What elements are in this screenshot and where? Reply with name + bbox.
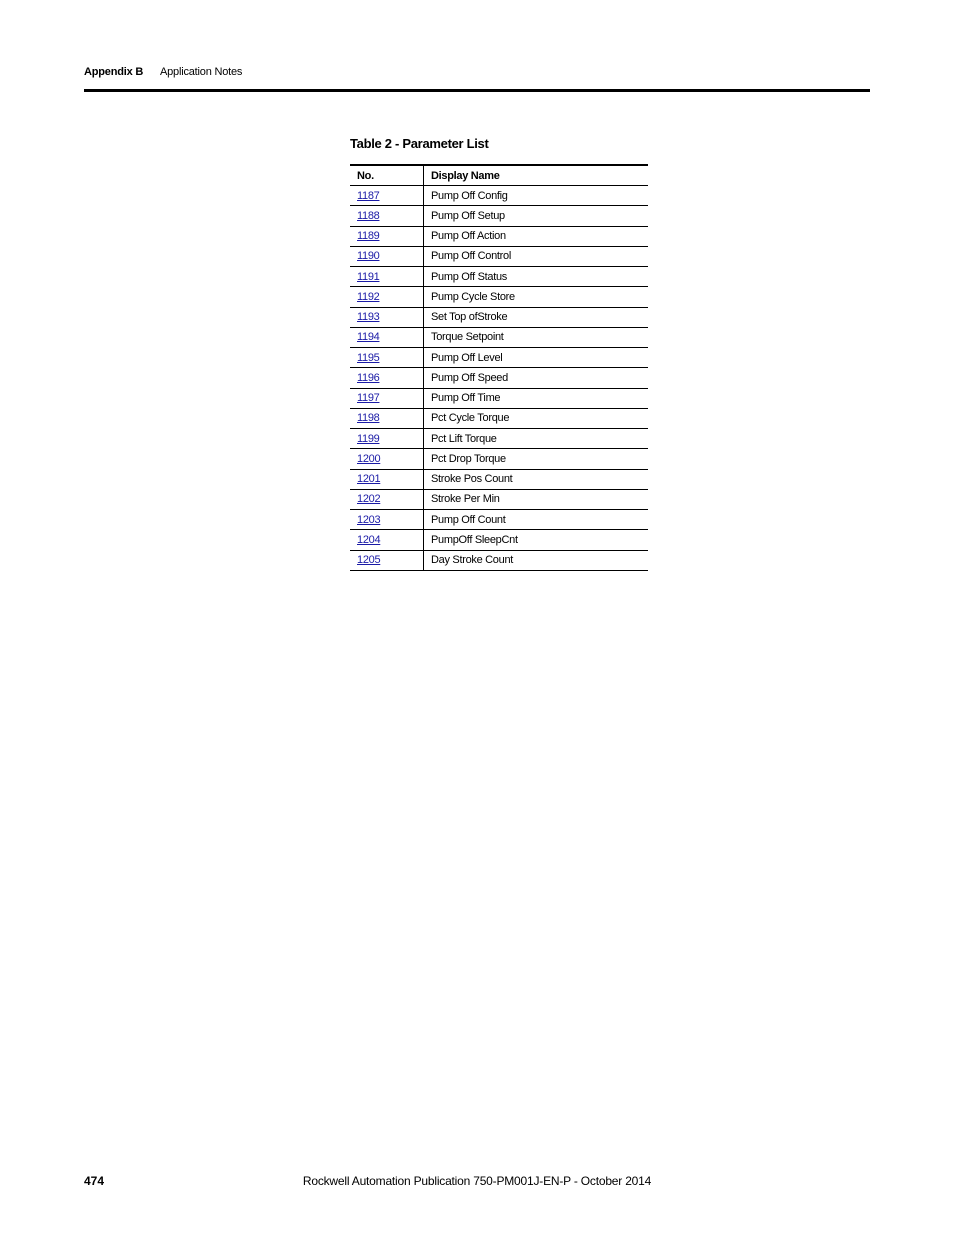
page-header: [84, 66, 870, 92]
parameter-number-link[interactable]: 1204: [357, 533, 381, 546]
table-row: [350, 469, 648, 489]
parameter-number-link[interactable]: 1194: [357, 331, 380, 344]
table-row: [350, 550, 648, 570]
parameter-display-name: Torque Setpoint: [424, 327, 649, 347]
parameter-display-name: Pump Cycle Store: [424, 287, 649, 307]
table-row: [350, 429, 648, 449]
parameter-display-name: Pct Lift Torque: [424, 429, 649, 449]
table-row: [350, 246, 648, 266]
table-row: [350, 348, 648, 368]
parameter-number-link[interactable]: 1196: [357, 371, 380, 384]
parameter-number-cell: [350, 206, 424, 226]
parameter-number-cell: [350, 186, 424, 206]
table-header: [350, 165, 648, 186]
parameter-number-cell: [350, 550, 424, 570]
parameter-number-link[interactable]: 1205: [357, 554, 381, 567]
table-body: [350, 186, 648, 571]
parameter-number-cell: [350, 327, 424, 347]
parameter-number-cell: [350, 449, 424, 469]
parameter-number-link[interactable]: 1191: [357, 270, 380, 283]
parameter-number-link[interactable]: 1187: [357, 189, 380, 202]
header-chapter-title: Application Notes: [160, 66, 243, 78]
parameter-number-cell: [350, 469, 424, 489]
parameter-display-name: Pump Off Setup: [424, 206, 649, 226]
parameter-number-link[interactable]: 1202: [357, 493, 381, 506]
parameter-number-link[interactable]: 1188: [357, 209, 380, 222]
table-row: [350, 307, 648, 327]
parameter-number-cell: [350, 388, 424, 408]
parameter-number-link[interactable]: 1198: [357, 412, 380, 425]
parameter-number-cell: [350, 429, 424, 449]
parameter-number-link[interactable]: 1195: [357, 351, 380, 364]
table-row: [350, 489, 648, 509]
parameter-number-cell: [350, 530, 424, 550]
parameter-display-name: Pump Off Count: [424, 510, 649, 530]
parameter-number-cell: [350, 348, 424, 368]
table-row: [350, 388, 648, 408]
table-row: [350, 368, 648, 388]
table-row: [350, 327, 648, 347]
parameter-number-link[interactable]: 1200: [357, 452, 381, 465]
parameter-number-cell: [350, 489, 424, 509]
parameter-display-name: Set Top ofStroke: [424, 307, 649, 327]
parameter-display-name: Pump Off Control: [424, 246, 649, 266]
parameter-number-link[interactable]: 1197: [357, 392, 380, 405]
parameter-number-cell: [350, 510, 424, 530]
parameter-number-link[interactable]: 1193: [357, 311, 380, 324]
column-header-no: No.: [350, 165, 424, 186]
parameter-number-link[interactable]: 1203: [357, 513, 381, 526]
parameter-number-cell: [350, 267, 424, 287]
parameter-number-cell: [350, 408, 424, 428]
table-row: [350, 206, 648, 226]
parameter-display-name: Day Stroke Count: [424, 550, 649, 570]
parameter-display-name: Pct Drop Torque: [424, 449, 649, 469]
table-row: [350, 226, 648, 246]
page-number: 474: [84, 1174, 105, 1188]
parameter-number-cell: [350, 246, 424, 266]
table-row: [350, 267, 648, 287]
parameter-number-link[interactable]: 1192: [357, 290, 380, 303]
table-row: [350, 510, 648, 530]
table-header-row: [350, 165, 648, 186]
parameter-display-name: Pump Off Level: [424, 348, 649, 368]
parameter-number-link[interactable]: 1190: [357, 250, 380, 263]
parameter-display-name: Pct Cycle Torque: [424, 408, 649, 428]
parameter-number-cell: [350, 307, 424, 327]
table-row: [350, 408, 648, 428]
table-row: [350, 449, 648, 469]
publication-info: Rockwell Automation Publication 750-PM001J-EN-P - October 2014: [302, 1174, 652, 1188]
parameter-number-cell: [350, 287, 424, 307]
table-caption: Table 2 - Parameter List: [350, 136, 489, 151]
parameter-display-name: Pump Off Config: [424, 186, 649, 206]
parameter-display-name: Pump Off Speed: [424, 368, 649, 388]
parameter-display-name: Pump Off Status: [424, 267, 649, 287]
table-row: [350, 287, 648, 307]
column-header-display-name: Display Name: [424, 165, 649, 186]
table-row: [350, 186, 648, 206]
parameter-display-name: Stroke Per Min: [424, 489, 649, 509]
parameter-number-cell: [350, 226, 424, 246]
parameter-display-name: Pump Off Time: [424, 388, 649, 408]
parameter-table: [350, 164, 648, 571]
table-row: [350, 530, 648, 550]
header-section-label: Appendix B: [84, 66, 144, 78]
parameter-number-link[interactable]: 1199: [357, 432, 380, 445]
parameter-display-name: Stroke Pos Count: [424, 469, 649, 489]
parameter-number-link[interactable]: 1189: [357, 230, 380, 243]
parameter-display-name: PumpOff SleepCnt: [424, 530, 649, 550]
parameter-number-cell: [350, 368, 424, 388]
parameter-display-name: Pump Off Action: [424, 226, 649, 246]
parameter-number-link[interactable]: 1201: [357, 473, 381, 486]
